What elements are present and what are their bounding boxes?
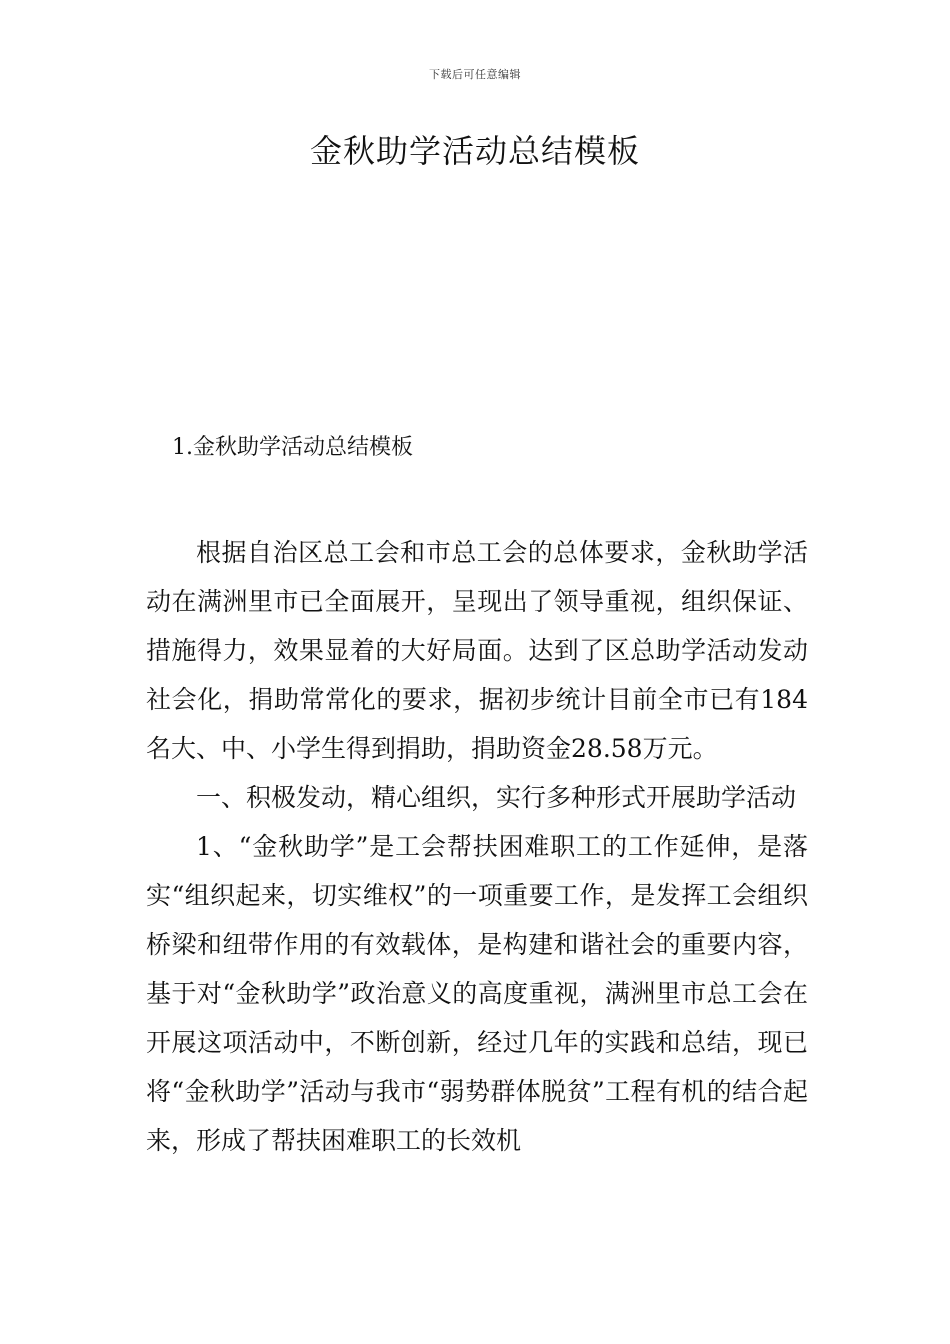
document-title: 金秋助学活动总结模板 [309, 132, 640, 170]
body-text [146, 528, 808, 1165]
header-note: 下载后可任意编辑 [429, 68, 521, 81]
section-heading: 1.金秋助学活动总结模板 [172, 435, 413, 460]
paragraph-subheading: 一、积极发动，精心组织，实行多种形式开展助学活动 [196, 783, 797, 812]
paragraph-intro: 根据自治区总工会和市总工会的总体要求，金秋助学活动在满洲里市已全面展开，呈现出了领导重视，组织保证、措施得力，效果显着的大好局面。达到了区总助学活动发动社会化，捐助常常化的要求，据初步统计目前全市已有184名大、中、小学生得到捐助，捐助资金28.58万元。 [146, 538, 808, 763]
paragraph-point-1: 1、“金秋助学”是工会帮扶困难职工的工作延伸，是落实“组织起来，切实维权”的一项重要工作，是发挥工会组织桥梁和纽带作用的有效载体，是构建和谐社会的重要内容，基于对“金秋助学”政治意义的高度重视，满洲里市总工会在开展这项活动中，不断创新，经过几年的实践和总结，现已将“金秋助学”活动与我市“弱势群体脱贫”工程有机的结合起来，形成了帮扶困难职工的长效机 [146, 832, 808, 1155]
